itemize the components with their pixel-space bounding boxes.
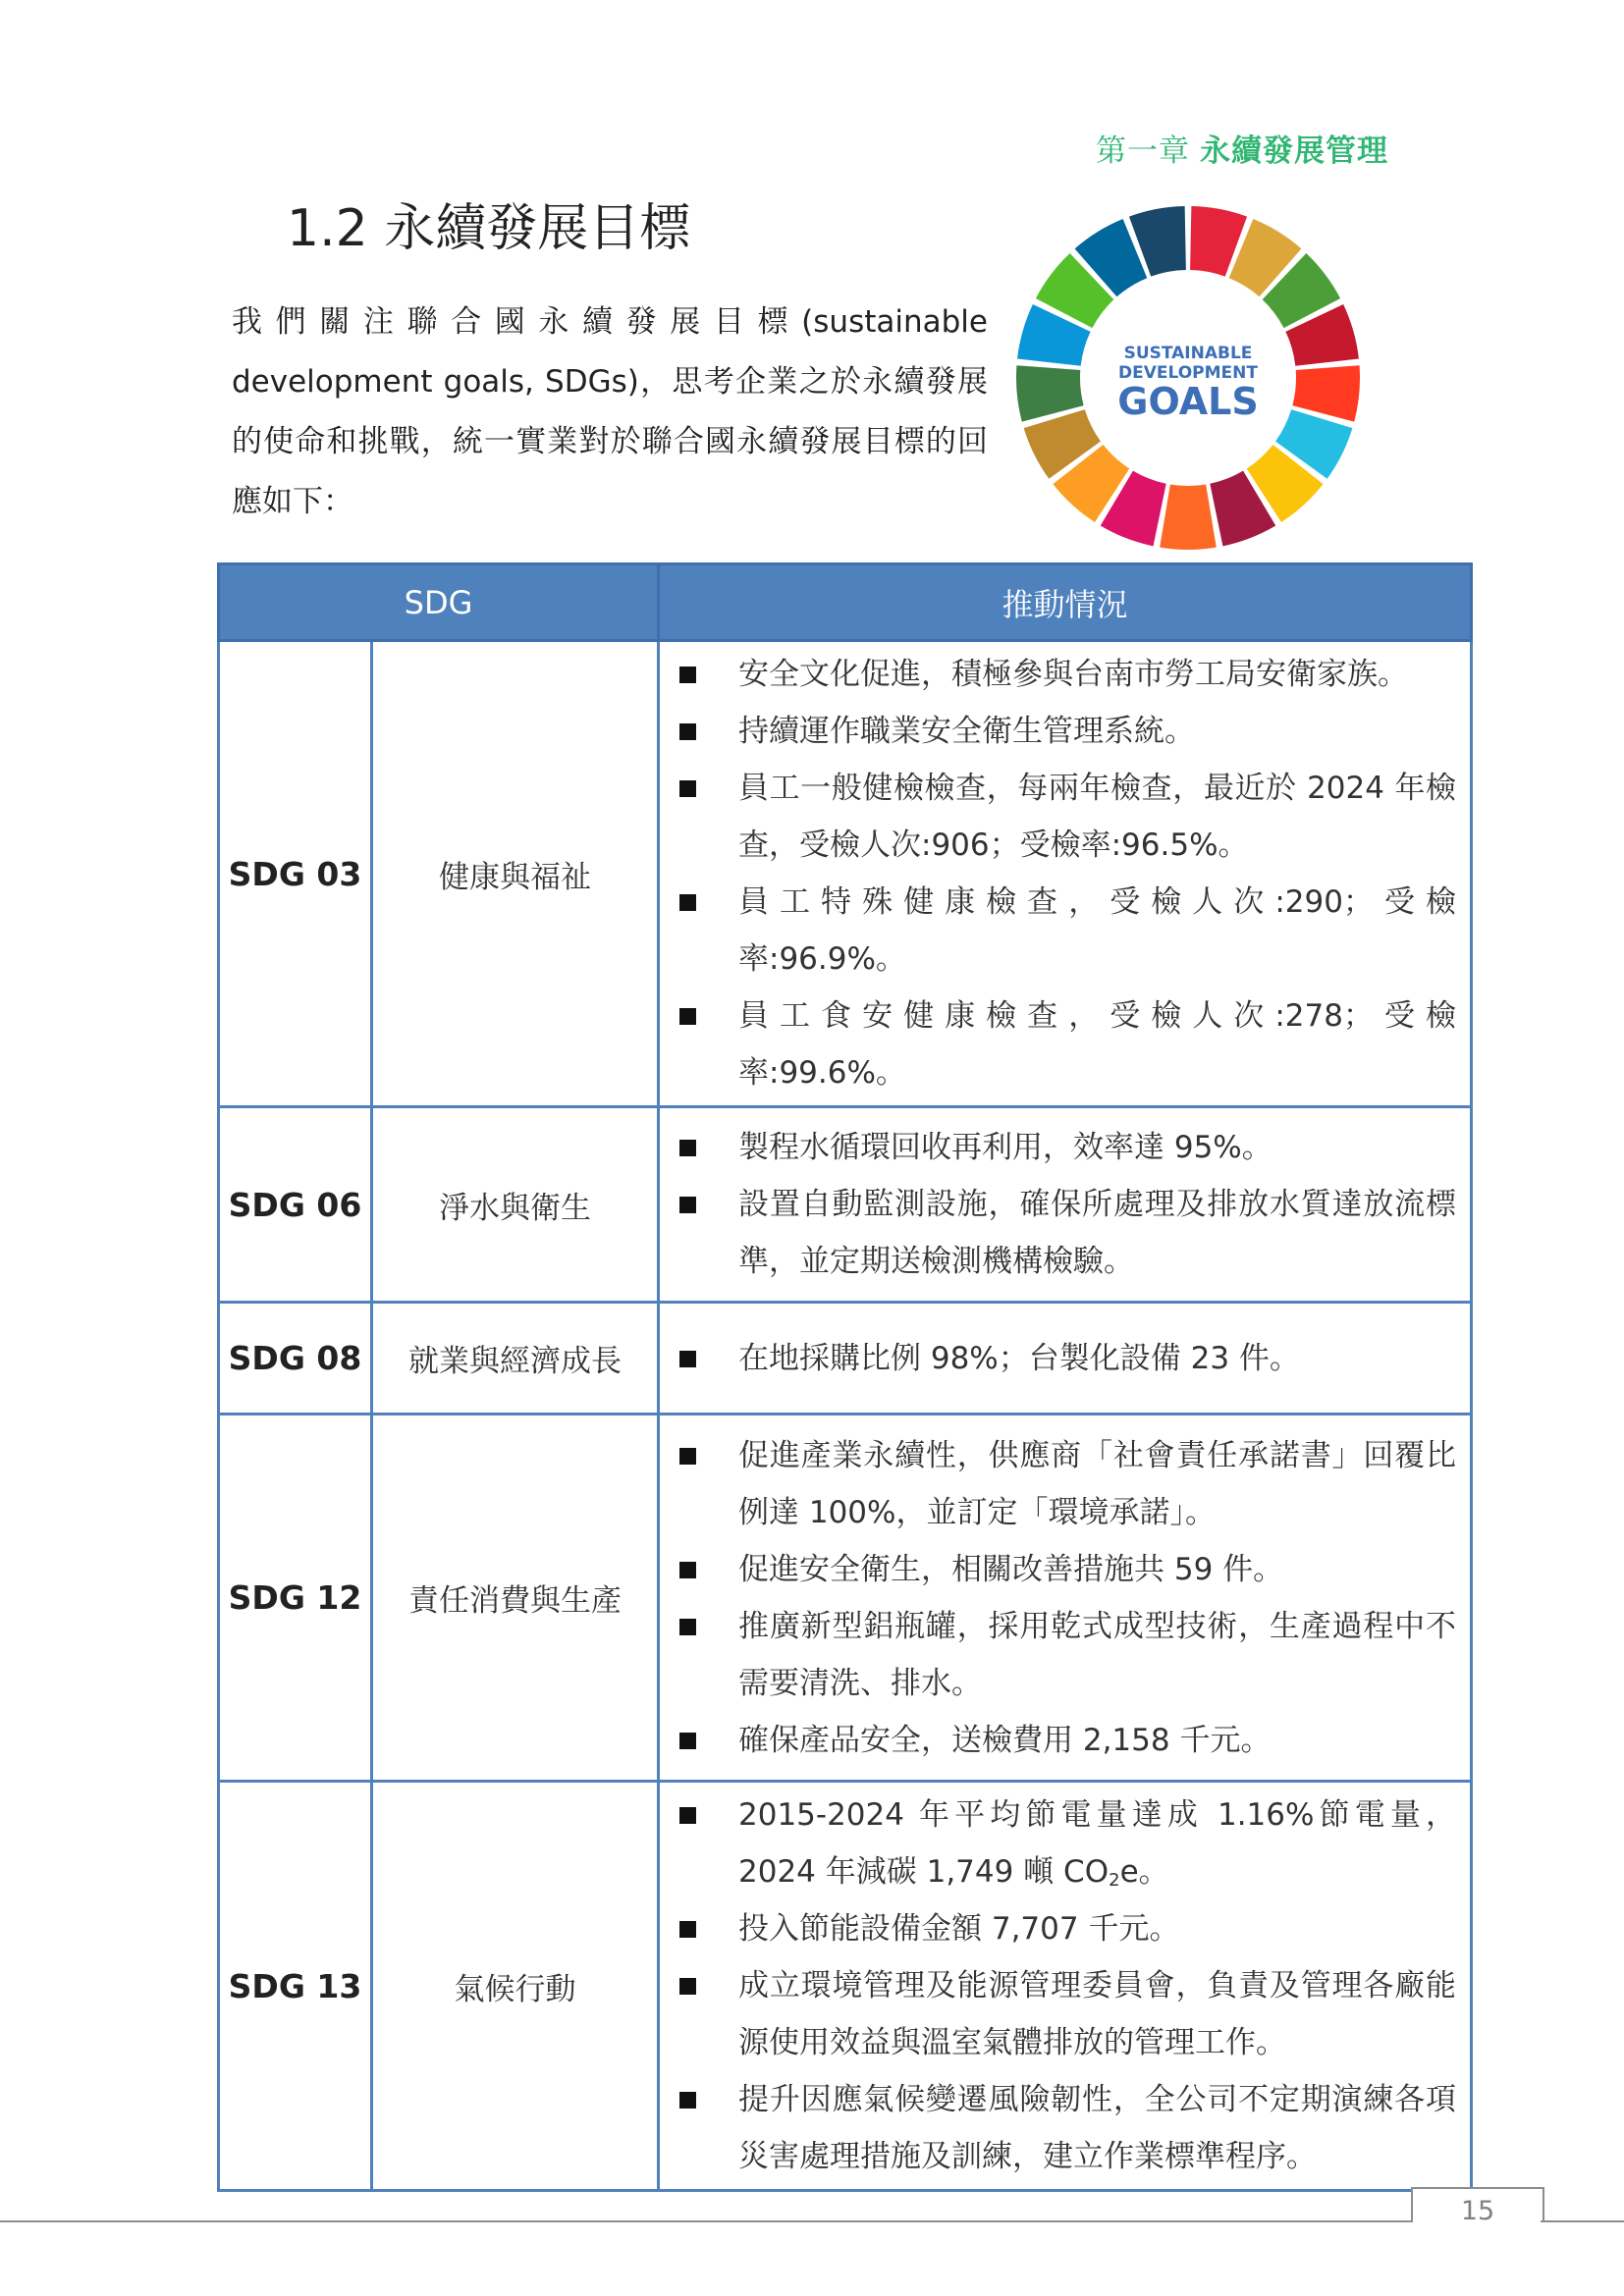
header-actions: 推動情況 [659, 564, 1472, 641]
bullet-square-icon [679, 1140, 696, 1156]
table-row-sdg12 [219, 1415, 1472, 1782]
bullet-square-icon [679, 1448, 696, 1465]
bullet-square-icon [679, 1351, 696, 1367]
chapter-title: 永續發展管理 [1200, 133, 1388, 169]
bullet-square-icon [679, 894, 696, 911]
sdg-actions [659, 641, 1472, 1107]
sdg-table [217, 562, 1473, 2192]
sdg-code: SDG 03 [219, 641, 372, 1107]
list-item: 員工特殊健康檢查，受檢人次:290；受檢率:96.9%。 [674, 874, 1456, 988]
list-item: 確保產品安全，送檢費用 2,158 千元。 [674, 1712, 1456, 1769]
bullet-square-icon [679, 1807, 696, 1824]
logo-line-1: SUSTAINABLE [1123, 344, 1253, 363]
list-item: 推廣新型鋁瓶罐，採用乾式成型技術，生產過程中不需要清洗、排水。 [674, 1598, 1456, 1712]
sdg-name: 淨水與衛生 [372, 1107, 659, 1303]
list-item: 促進安全衛生，相關改善措施共 59 件。 [674, 1541, 1456, 1598]
bullet-square-icon [679, 1008, 696, 1025]
list-item: 設置自動監測設施，確保所處理及排放水質達放流標準，並定期送檢測機構檢驗。 [674, 1176, 1456, 1290]
bullet-square-icon [679, 667, 696, 683]
bullet-square-icon [679, 1733, 696, 1749]
bullet-square-icon [679, 780, 696, 797]
sdg-name: 健康與福祉 [372, 641, 659, 1107]
footer-divider-tab [1541, 2187, 1624, 2222]
sdg-name: 氣候行動 [372, 1782, 659, 2191]
bullet-square-icon [679, 1619, 696, 1635]
bullet-square-icon [679, 2092, 696, 2109]
sdg-actions [659, 1782, 1472, 2191]
sdg-wheel-segment [1160, 484, 1217, 550]
chapter-header [1096, 126, 1388, 170]
sdg-wheel-icon [1011, 201, 1365, 555]
bullet-square-icon [679, 1921, 696, 1938]
header-sdg: SDG [219, 564, 659, 641]
list-item: 安全文化促進，積極參與台南市勞工局安衛家族。 [674, 646, 1456, 703]
list-item: 投入節能設備金額 7,707 千元。 [674, 1900, 1456, 1957]
table-row-sdg06 [219, 1107, 1472, 1303]
section-title: 1.2 永續發展目標 [287, 199, 691, 258]
bullet-square-icon [679, 1197, 696, 1213]
list-item: 促進產業永續性，供應商「社會責任承諾書」回覆比例達 100%，並訂定「環境承諾」。 [674, 1427, 1456, 1541]
list-item: 製程水循環回收再利用，效率達 95%。 [674, 1119, 1456, 1176]
sdg-code: SDG 06 [219, 1107, 372, 1303]
sdg-code: SDG 13 [219, 1782, 372, 2191]
logo-line-2: DEVELOPMENT [1118, 363, 1258, 383]
list-item: 成立環境管理及能源管理委員會，負責及管理各廠能源使用效益與溫室氣體排放的管理工作。 [674, 1957, 1456, 2071]
bullet-square-icon [679, 723, 696, 740]
sdg-name: 就業與經濟成長 [372, 1303, 659, 1415]
table-row-sdg08 [219, 1303, 1472, 1415]
list-item: 在地採購比例 98%；台製化設備 23 件。 [674, 1330, 1456, 1387]
sdg-code: SDG 12 [219, 1415, 372, 1782]
list-item: 員工食安健康檢查，受檢人次:278；受檢率:99.6%。 [674, 988, 1456, 1101]
list-item: 提升因應氣候變遷風險韌性，全公司不定期演練各項災害處理措施及訓練，建立作業標準程序。 [674, 2071, 1456, 2185]
logo-line-3: GOALS [1117, 380, 1259, 423]
list-item: 持續運作職業安全衛生管理系統。 [674, 703, 1456, 760]
table-header-row [219, 564, 1472, 641]
table-row-sdg13 [219, 1782, 1472, 2191]
sdg-code: SDG 08 [219, 1303, 372, 1415]
chapter-number: 第一章 [1096, 133, 1190, 169]
sdg-logo [1011, 201, 1365, 555]
bullet-square-icon [679, 1978, 696, 1995]
list-item: 員工一般健檢檢查，每兩年檢查，最近於 2024 年檢查，受檢人次:906；受檢率:96.5%。 [674, 760, 1456, 874]
sdg-actions [659, 1107, 1472, 1303]
footer-divider [0, 2220, 1624, 2222]
sdg-actions [659, 1415, 1472, 1782]
sdg-actions [659, 1303, 1472, 1415]
page-number: 15 [1460, 2196, 1495, 2226]
intro-paragraph: 我們關注聯合國永續發展目標(sustainable development goals, SDGs)，思考企業之於永續發展的使命和挑戰，統一實業對於聯合國永續發展目標的回應如下： [232, 304, 988, 519]
table-row-sdg03 [219, 641, 1472, 1107]
bullet-square-icon [679, 1562, 696, 1578]
list-item: 2015-2024 年平均節電量達成 1.16%節電量，2024 年減碳 1,749 噸 $CO_2e$。 [674, 1787, 1456, 1900]
sdg-name: 責任消費與生產 [372, 1415, 659, 1782]
